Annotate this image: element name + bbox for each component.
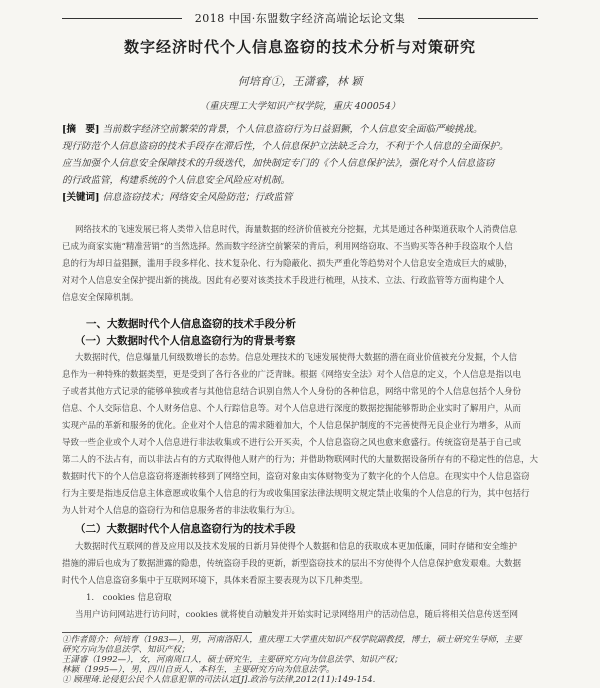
intro-line-3: 息的行为却日益猖獗，滥用手段多样化、技术复杂化、行为隐蔽化、损失严重化等趋势对个人信息安全造成巨大的威胁， [62, 259, 513, 269]
abstract-line-4: 的行政监管，构建系统的个人信息安全风险应对机制。 [62, 175, 291, 186]
para1-line-6: 导致一些企业或个人对个人信息进行非法收集或不进行公开买卖，个人信息盗窃之风也愈来愈盛行。传统盗窃是基于自己或 [62, 438, 522, 448]
para1-line-1: 大数据时代，信息爆量几何级数增长的态势。信息处理技术的飞速发展使得大数据的潜在商业价值被充分发掘，个人信 [75, 353, 518, 363]
abstract-line-2: 现行防范个人信息盗窃的技术手段存在滞后性，个人信息保护立法缺乏合力，不利于个人信息的全面保护。 [62, 141, 509, 152]
keywords-text: 信息盗窃技术；网络安全风险防范；行政监管 [102, 192, 293, 203]
para1-line-7: 第二人的不法占有，而以非法占有的方式取得他人财产的行为；并借助物联网时代的大量数据设备所存有的不稳定性的信息，大 [62, 455, 539, 465]
para2-line-3: 时代个人信息盗窃多集中于互联网环境下，具体来看原主要表现为以下几种类型。 [62, 576, 369, 586]
section-heading-1: 一、大数据时代个人信息盗窃的技术手段分析 [86, 318, 296, 330]
abstract-line-3: 应当加强个人信息安全保障技术的升级迭代，加快制定专门的《个人信息保护法》，强化对个人信息盗窃 [62, 158, 495, 169]
subsection-heading-1: （一）大数据时代个人信息盗窃行为的背景考察 [75, 335, 296, 347]
abstract-line-1: [摘 要] 当前数字经济空前繁荣的背景，个人信息盗窃行为日益猖獗，个人信息安全面临严峻挑战。 [62, 124, 483, 135]
subsection-heading-2: （二）大数据时代个人信息盗窃行为的技术手段 [75, 523, 296, 535]
footnote-line-2: 研究方向为信息法学、知识产权； [62, 645, 190, 655]
list-item-1-text: 当用户访问网站进行访问时，cookies 就将使自动触发并开始实时记录网络用户的活动信息，随后将相关信息传送至网 [75, 610, 518, 620]
list-item-1-heading: 1. cookies 信息窃取 [86, 593, 172, 603]
intro-line-4: 对对个人信息安全保护提出新的挑战。因此有必要对该类技术手段进行梳理，从技术、立法、行政监管等方面构建个人 [62, 276, 505, 286]
running-head: 2018 中国·东盟数字经济高端论坛论文集 [194, 12, 406, 25]
para1-line-3: 子或者其他方式记录的能够单独或者与其他信息结合识别自然人个人身份的各种信息，网络中常见的个人信息包括个人身份 [62, 387, 522, 397]
para1-line-4: 信息、个人交际信息、个人财务信息、个人行踪信息等。对个人信息进行深度的数据挖掘能够帮助企业实时了解用户，从而 [62, 404, 522, 414]
para1-line-10: 为人针对个人信息的盗窃行为和信息服务者的非法收集行为①。 [62, 506, 301, 516]
para1-line-8: 数据时代下的个人信息盗窃将逐渐转移到了网络空间，盗窃对象由实体财物变为了数字化的个人信息。在现实中个人信息盗窃 [62, 472, 530, 482]
para2-line-1: 大数据时代互联网的普及应用以及技术发展的日新月异使得个人数据和信息的获取成本更加低廉，同时存储和安全维护 [75, 542, 518, 552]
footnote-line-4: 林颖（1995—），男，四川自贡人，本科生，主要研究方向为信息法学。 [62, 665, 335, 675]
intro-line-1: 网络技术的飞速发展已将人类带入信息时代，海量数据的经济价值被充分挖掘，尤其是通过各种渠道获取个人消费信息 [75, 225, 518, 235]
intro-line-2: 已成为商家实施“精准营销”的当然选择。然而数字经济空前繁荣的背后，利用网络窃取、不当购买等各种手段盗取个人信 [62, 242, 513, 252]
authors: 何培育①，王潇睿，林 颖 [237, 75, 363, 88]
footnote-line-1: ①作者简介：何培育（1983—），男，河南洛阳人，重庆理工大学重庆知识产权学院副教授，博士，硕士研究生导师，主要 [62, 635, 522, 645]
keywords-label: [关键词] [62, 192, 100, 203]
affiliation: （重庆理工大学知识产权学院，重庆 400054） [199, 101, 401, 112]
footnote-rule [62, 632, 252, 633]
para2-line-2: 措施的滞后也成为了数据泄露的隐患，传统盗窃手段的更新，新型盗窃技术的层出不穷使得个人信息保护愈发艰难。大数据 [62, 559, 522, 569]
para1-line-5: 实现产品的革新和服务的优化。企业对个人信息的需求随着加大，个人信息保护制度的不完善使得无良企业行为增多，从而 [62, 421, 522, 431]
para1-line-2: 息作为一种特殊的数据类型，更是受到了各行各业的广泛青睐。根据《网络安全法》对个人信息的定义，个人信息是指以电 [62, 370, 522, 380]
abstract-label: [摘 要] [62, 124, 100, 135]
paper-title: 数字经济时代个人信息盗窃的技术分析与对策研究 [123, 38, 476, 56]
para1-line-9: 行为主要是指违反信息主体意愿或收集个人信息的行为或收集国家法律法规明文规定禁止收集的个人信息的行为，其中包括行 [62, 489, 530, 499]
intro-line-5: 信息安全保障机制。 [62, 293, 139, 303]
keywords [62, 190, 542, 206]
footnote-line-3: 王潇睿（1992—），女，河南周口人，硕士研究生，主要研究方向为信息法学、知识产权； [62, 655, 403, 665]
footnote-line-5: ① 顾理琦.论侵犯公民个人信息犯罪的司法认定[J].政治与法律,2012(11):149-154. [62, 675, 376, 685]
